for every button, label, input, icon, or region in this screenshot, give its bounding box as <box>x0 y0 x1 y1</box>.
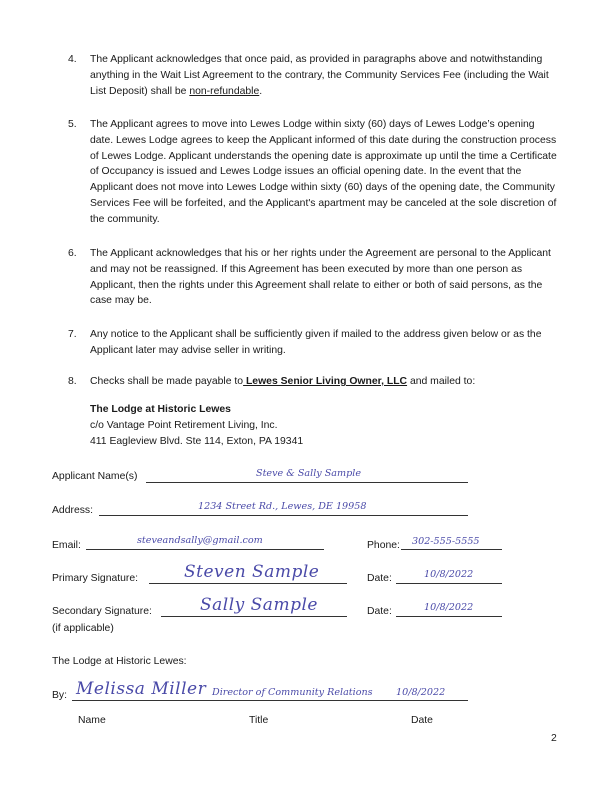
paragraph-6 <box>68 246 558 309</box>
phone-value[interactable]: 302-555-5555 <box>412 536 480 547</box>
lodge-date-value[interactable]: 10/8/2022 <box>396 687 446 698</box>
secondary-note: (if applicable) <box>52 623 114 634</box>
email-label: Email: <box>52 540 81 551</box>
paragraph-8 <box>68 374 558 390</box>
payee-name: Lewes Senior Living Owner, LLC <box>243 376 408 387</box>
secondary-date-label: Date: <box>367 606 392 617</box>
paragraph-text: The Applicant acknowledges that his or her rights under the Agreement are personal to the Applicant and may not be reassigned. If this Agreement has been executed by more than one person as Applicant, then the rights under this Agreement shall relate to either or both of said persons, as the case may be. <box>90 248 551 307</box>
paragraph-number: 8. <box>68 376 77 387</box>
paragraph-7 <box>68 327 558 359</box>
paragraph-text-part: Checks shall be made payable to <box>90 376 244 387</box>
lodge-signature-line <box>72 700 468 701</box>
paragraph-text <box>90 52 558 99</box>
mailing-line-2: 411 Eagleview Blvd. Ste 114, Exton, PA 19341 <box>90 435 304 447</box>
lodge-heading: The Lodge at Historic Lewes: <box>52 656 187 667</box>
secondary-signature-value[interactable]: Sally Sample <box>200 595 318 615</box>
primary-date-value[interactable]: 10/8/2022 <box>424 569 474 580</box>
paragraph-text <box>90 374 558 390</box>
primary-signature-label: Primary Signature: <box>52 573 139 584</box>
paragraph-number: 7. <box>68 329 77 340</box>
paragraph-number: 4. <box>68 54 77 65</box>
paragraph-text-part: and mailed to: <box>407 376 476 387</box>
address-line <box>99 515 468 516</box>
paragraph-text-part: . <box>259 85 263 97</box>
by-label: By: <box>52 690 68 701</box>
paragraph-5 <box>68 117 558 228</box>
paragraph-4 <box>68 52 558 99</box>
secondary-signature-line <box>161 616 347 617</box>
paragraph-text-part: The Applicant acknowledges that once paid, as provided in paragraphs above and notwithstanding anything in the Wait List Agreement to the contrary, the Community Services Fee (including the Wait List Deposit) shall be <box>90 54 549 97</box>
address-label: Address: <box>52 505 94 516</box>
email-value[interactable]: steveandsally@gmail.com <box>137 535 263 546</box>
paragraph-text: The Applicant agrees to move into Lewes Lodge within sixty (60) days of Lewes Lodge’s opening date. Lewes Lodge agrees to keep the Applicant informed of this date during the construction process of Lewes Lodge. Applicant understands the opening date is approximate up until the time a Certificate of Occupancy is issued and Lewes Lodge issues an official opening date. In the event that the Applicant does not move into Lewes Lodge within sixty (60) days of the opening date, the Community Services Fee will be forfeited, and the Applicant's apartment may be canceled at the sole discretion of the community. <box>90 119 557 225</box>
applicant-name-value[interactable]: Steve & Sally Sample <box>256 468 362 479</box>
page-number: 2 <box>551 733 557 744</box>
primary-signature-value[interactable]: Steven Sample <box>184 562 320 582</box>
paragraph-number: 6. <box>68 248 77 259</box>
secondary-signature-label: Secondary Signature: <box>52 606 152 617</box>
lodge-title-value[interactable]: Director of Community Relations <box>212 687 373 698</box>
primary-date-label: Date: <box>367 573 392 584</box>
primary-date-line <box>396 583 502 584</box>
phone-line <box>401 549 502 550</box>
applicant-name-label: Applicant Name(s) <box>52 471 138 482</box>
mailing-name: The Lodge at Historic Lewes <box>90 404 231 415</box>
mailing-line-1: c/o Vantage Point Retirement Living, Inc. <box>90 419 278 431</box>
lodge-name-column-label: Name <box>78 715 106 726</box>
primary-signature-line <box>149 583 347 584</box>
email-line <box>86 549 324 550</box>
applicant-name-line <box>146 482 468 483</box>
lodge-date-column-label: Date <box>411 715 433 726</box>
paragraph-number: 5. <box>68 119 77 130</box>
phone-label: Phone: <box>367 540 400 551</box>
secondary-date-line <box>396 616 502 617</box>
lodge-title-column-label: Title <box>249 715 269 726</box>
paragraph-text: Any notice to the Applicant shall be sufficiently given if mailed to the address given below or as the Applicant later may advise seller in writing. <box>90 329 542 356</box>
lodge-signature-value[interactable]: Melissa Miller <box>76 679 207 699</box>
mailing-address <box>90 402 303 449</box>
non-refundable-text: non-refundable <box>189 85 260 97</box>
address-value[interactable]: 1234 Street Rd., Lewes, DE 19958 <box>198 501 367 512</box>
secondary-date-value[interactable]: 10/8/2022 <box>424 602 474 613</box>
